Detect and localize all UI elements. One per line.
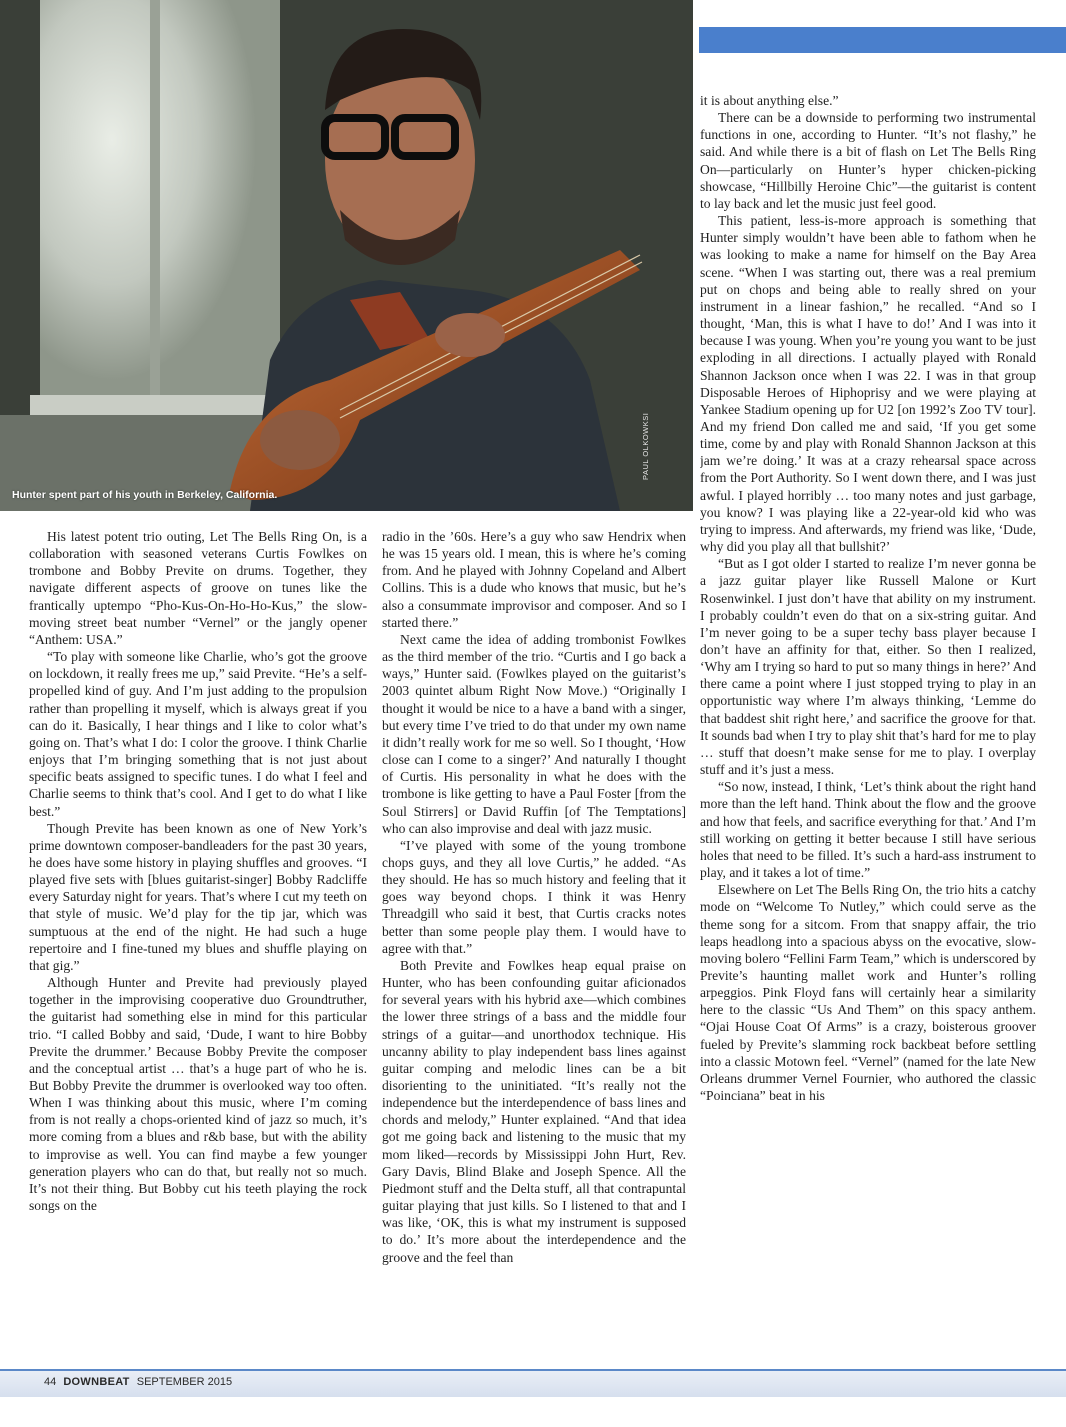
magazine-name: DOWNBEAT bbox=[63, 1376, 130, 1388]
paragraph: There can be a downside to performing two instrumental functions in one, according to Hunter. “It’s not flashy,” he said. And while there is a bit of flash on Let The Bells Ring On—particularly on Hunter’s hyper chicken-picking showcase, “Hillbilly Heroine Chic”—the guitarist is content to lay back and let the music just feel good. bbox=[700, 110, 1036, 211]
hero-photo bbox=[0, 0, 693, 511]
paragraph: “I’ve played with some of the young trombone chops guys, and they all love Curtis,” he added. “As they should. He has so much history and feeling that it goes way beyond chops. I think it was Henry Threadgill who said it best, that Curtis cracks notes better than some people play them. I would have to agree with that.” bbox=[382, 837, 686, 956]
paragraph: radio in the ’60s. Here’s a guy who saw Hendrix when he was 15 years old. I mean, this is where he’s coming from. And he played with Johnny Copeland and Albert Collins. This is a dude who knows that music, but he’s also a consummate improvisor and composer. And so I started there.” bbox=[382, 529, 686, 630]
page-footer bbox=[44, 1376, 232, 1388]
paragraph: “To play with someone like Charlie, who’s got the groove on lockdown, it really frees me up,” said Previte. “He’s a self-propelled kind of guy. And I’m just adding to the propulsion rather than propelling it myself, which is always great if you can do it. Basically, I hear things and I like to color what’s going on. That’s what I do: I color the groove. I think Charlie enjoys that I’m bringing something that is not just about specific beats assigned to specific tunes. I do what I feel and Charlie seems to think that’s cool. And I get to do what I like best.” bbox=[29, 649, 367, 819]
paragraph: Both Previte and Fowlkes heap equal praise on Hunter, who has been confounding guitar aficionados for several years with his hybrid axe—which combines the lower three strings of a bass and the middle four strings of a guitar—and unorthodox technique. His uncanny ability to play independent bass lines against guitar comping and melodic lines can be a bit disorienting to the uninitiated. “It’s really not the independence but the interdependence of bass lines and chords and melody,” Hunter explained. “And that idea got me going back and listening to the music that my mom liked—records by Mississippi John Hurt, Rev. Gary Davis, Blind Blake and Joseph Spence. All the Piedmont stuff and the Delta stuff, all that contrapuntal guitar playing that just kills. So I listened to that and I was like, ‘OK, this is what my instrument is supposed to do.’ It’s more about the interdependence and the groove and the feel than bbox=[382, 957, 686, 1265]
paragraph: “So now, instead, I think, ‘Let’s think about the right hand more than the left hand. Think about the flow and the groove and how that feels, and sacrifice everything for that.’ And I’m still working on getting it better because I still have serious holes that need to be filled. It’s such a hard-ass instrument to play, and it takes a lot of time.” bbox=[700, 779, 1036, 881]
article-column-1 bbox=[29, 528, 367, 1362]
guitarist-photo-illustration bbox=[0, 0, 693, 511]
issue-date: SEPTEMBER 2015 bbox=[136, 1376, 233, 1388]
page-number: 44 bbox=[44, 1376, 57, 1388]
article-column-3 bbox=[700, 92, 1036, 1362]
paragraph: Although Hunter and Previte had previously played together in the improvising cooperative duo Groundtruther, the guitarist had something else in mind for this particular trio. “I called Bobby and said, ‘Dude, I want to hire Bobby Previte the drummer.’ Because Bobby Previte the composer and the conceptual artist … that’s a huge part of who he is. But Bobby Previte the drummer is overlooked way too often. When I was thinking about this music, where I’m coming from is not really a chops-oriented kind of jazz so much, it’s more coming from a blues and r&b base, but with the ability to improvise as well. You can find maybe a few younger generation players who can do that, but really not so much. It’s not their thing. But Bobby cut his teeth playing the rock songs on the bbox=[29, 975, 367, 1214]
section-tab bbox=[699, 27, 1066, 53]
paragraph: Though Previte has been known as one of New York’s prime downtown composer-bandleaders for the past 30 years, he does have some history in playing shuffles and grooves. “I played five sets with [blues guitarist-singer] Bobby Radcliffe every Saturday night for years. That’s where I cut my teeth on that style of music. We’d play for the tip jar, which was sumptuous at the end of the night. He had such a huge repertoire and I fine-tuned my blues and shuffle playing on that gig.” bbox=[29, 820, 367, 973]
photo-credit: PAUL OLKOWKSI bbox=[641, 412, 650, 480]
article-column-2 bbox=[382, 528, 686, 1362]
paragraph: His latest potent trio outing, Let The Bells Ring On, is a collaboration with seasoned veterans Curtis Fowlkes on trombone and Bobby Previte on drums. Together, they navigate different aspects of groove on tunes like the frantically uptempo “Pho-Kus-On-Ho-Ho-Kus,” the slow-moving street beat number “Vernel” or the jangly opener “Anthem: USA.” bbox=[29, 529, 367, 647]
paragraph: Next came the idea of adding trombonist Fowlkes as the third member of the trio. “Curtis and I go back a ways,” Hunter said. (Fowlkes played on the guitarist’s 2003 quintet album Right Now Move.) “Originally I thought it would be nice to a have a band with a singer, but every time I’ve tried to do that under my own name it didn’t really work for me so well. So I thought, ‘How close can I come to a singer?’ And naturally I thought of Curtis. His personality in what he does with the trombone is like getting to have a Paul Foster [from the Soul Stirrers] or David Ruffin [of The Temptations] who can also improvise and deal with jazz music. bbox=[382, 631, 686, 836]
paragraph: This patient, less-is-more approach is something that Hunter simply wouldn’t have been able to fathom when he was looking to make a name for himself on the Bay Area scene. “When I was starting out, there was a real premium put on chops and being able to really shred on your instrument in a linear fashion,” he recalled. “And so I thought, ‘Man, this is what I have to do!’ And I was into it because I was young. When you’re young you want to be just exploding in all directions. I actually played with Ronald Shannon Jackson once when I was 22. I was in that group Disposable Heroes of Hiphoprisy and we were playing at Yankee Stadium opening up for U2 [on 1992’s Zoo TV tour]. And my friend Don called me and said, ‘If you get some time, come by and play with Ronald Shannon Jackson at this jam we’re doing.’ It was at a crazy rehearsal space across from the Port Authority. So I went down there, and I was just awful. I played horribly … too many notes and just garbage, you know? I was playing like a 22-year-old kid who was trying to impress. And afterwards, my friend was like, ‘Dude, why did you play all that bullshit?’ bbox=[700, 213, 1036, 555]
paragraph: Elsewhere on Let The Bells Ring On, the trio hits a catchy mode on “Welcome To Nutley,” which could serve as the theme song for a sitcom. From that snappy affair, the trio leaps headlong into a spacious abyss on the evocative, slow-moving bolero “Fellini Farm Team,” which is underscored by Previte’s haunting mallet work and Hunter’s rolling arpeggios. Pink Floyd fans will certainly hear a similarity here to the classic “Us And Them” on this spacy anthem. “Ojai House Coat Of Arms” is a crazy, boisterous groover fueled by Previte’s slamming rock backbeat before settling into a classic Motown feel. “Vernel” (named for the late New Orleans drummer Vernel Fournier, who authored the classic “Poinciana” beat in his bbox=[700, 882, 1036, 1104]
paragraph: it is about anything else.” bbox=[700, 93, 839, 108]
photo-caption: Hunter spent part of his youth in Berkeley, California. bbox=[12, 489, 278, 501]
paragraph: “But as I got older I started to realize I’m never gonna be a jazz guitar player like Russell Malone or Kurt Rosenwinkel. I just don’t have that ability on my instrument. I probably couldn’t even do that on a six-string guitar. And I’m never going to be a super techy bass player because I don’t have an affinity for that, either. So then I realized, ‘Why am I trying so hard to put so many things in here?’ And there came a point where I just stopped trying to play in an opportunistic way where I’m always thinking, ‘Lemme do that baddest shit right here,’ and sacrifice the groove for that. It sounds bad when I try to play shit that’s hard for me to play … stuff that doesn’t make sense for me to play. I overplay stuff and it’s just a mess. bbox=[700, 556, 1036, 778]
